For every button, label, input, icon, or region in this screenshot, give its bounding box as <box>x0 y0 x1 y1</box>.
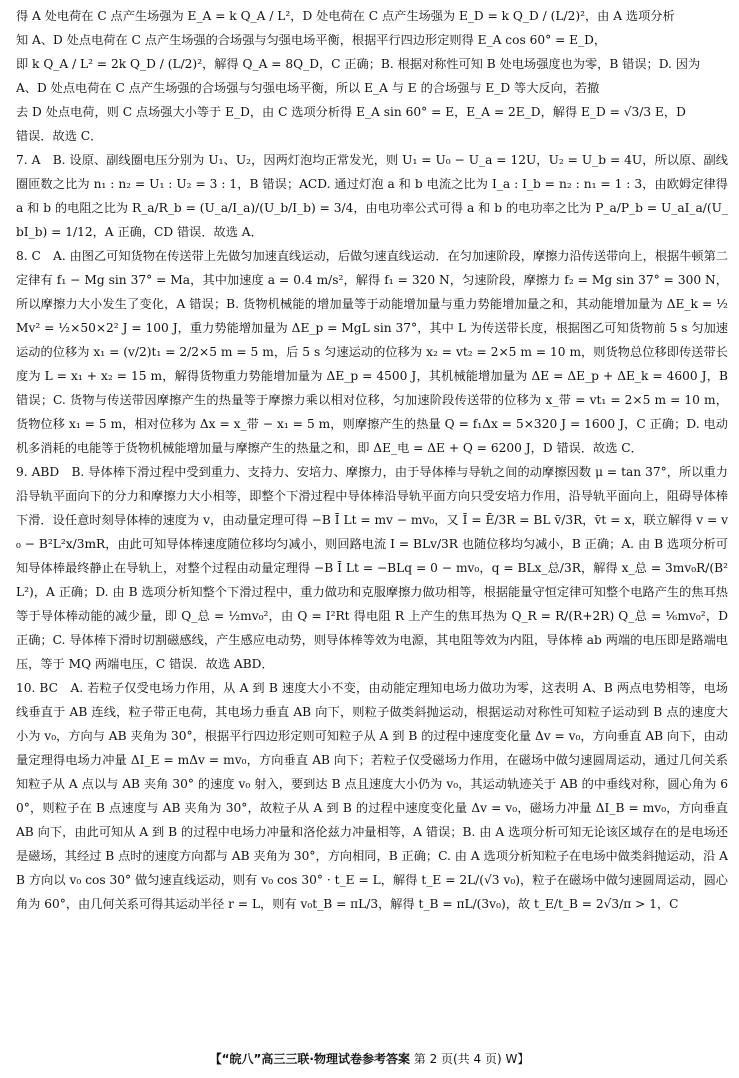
q6-line-5: 去 D 处点电荷，则 C 点场强大小等于 E_D，由 C 选项分析得 E_A sin 60° = E，E_A = 2E_D，解得 E_D = √3/3 E，D <box>16 105 686 119</box>
page-footer <box>0 1050 739 1067</box>
answer-page <box>16 4 728 916</box>
q6-line-3: 即 k Q_A / L² = 2k Q_D / (L/2)²，解得 Q_A = 8Q_D，C 正确；B. 根据对称性可知 B 处电场强度也为零，B 错误；D. 因为 <box>16 57 701 71</box>
q6-line-6: 错误．故选 C． <box>16 129 103 143</box>
question-8-answer: 8. C A. 由图乙可知货物在传送带上先做匀加速直线运动，后做匀速直线运动．在匀加速阶段，摩擦力沿传送带向上，根据牛顿第二定律有 f₁ − Mg sin 37° = Ma，其中加速度 a = 0.4 m/s²，解得 f₁ = 320 N，匀速阶段，摩擦力 f₂ = Mg sin 37° = 300 N，所以摩擦力大小发生了变化，A 错误；B. 货物机械能的增加量等于动能增加量与重力势能增加量之和，其动能增加量为 ΔE_k = ½Mv² = ½×50×2² J = 100 J，重力势能增加量为 ΔE_p = MgL sin 37°，其中 L 为传送带长度，根据图乙可知货物前 5 s 匀加速运动的位移为 x₁ = (v/2)t₁ = 2/2×5 m = 5 m，后 5 s 匀速运动的位移为 x₂ = vt₂ = 2×5 m = 10 m，则货物总位移即传送带长度为 L = x₁ + x₂ = 15 m，解得货物重力势能增加量为 ΔE_p = 4500 J，其机械能增加量为 ΔE = ΔE_p + ΔE_k = 4600 J，B 错误；C. 货物与传送带因摩擦产生的热量等于摩擦力乘以相对位移，匀加速阶段传送带的位移为 x_带 = vt₁ = 2×5 m = 10 m，货物位移 x₁ = 5 m，相对位移为 Δx = x_带 − x₁ = 5 m，则摩擦产生的热量 Q = f₁Δx = 5×320 J = 1600 J，C 正确；D. 电动机多消耗的电能等于货物机械能增加量与摩擦产生的热量之和，即 ΔE_电 = ΔE + Q = 6200 J，D 错误．故选 C． <box>16 249 728 455</box>
footer-brand: 【“皖八”高三三联·物理试卷参考答案 <box>209 1052 410 1066</box>
footer-page-number: 第 2 页(共 4 页) <box>413 1052 502 1066</box>
question-6-tail <box>16 4 728 148</box>
q6-line-2: 知 A、D 处点电荷在 C 点产生场强的合场强与匀强电场平衡，根据平行四边形定则得 E_A cos 60° = E_D， <box>16 33 607 47</box>
q6-line-1: 得 A 处电荷在 C 点产生场强为 E_A = k Q_A / L²，D 处电荷在 C 点产生场强为 E_D = k Q_D / (L/2)²，由 A 选项分析 <box>16 9 675 23</box>
question-9-answer: 9. ABD B. 导体棒下滑过程中受到重力、支持力、安培力、摩擦力，由于导体棒与导轨之间的动摩擦因数 μ = tan 37°，所以重力沿导轨平面向下的分力和摩擦力大小相等，即整个下滑过程中导体棒沿导轨平面方向只受安培力作用，沿导轨平面向上，阻碍导体棒下滑．设任意时刻导体棒的速度为 v，由动量定理可得 −B Ī Lt = mv − mv₀，又 Ī = Ē/3R = BL v̄/3R，v̄t = x，联立解得 v = v₀ − B²L²x/3mR，由此可知导体棒速度随位移均匀减小，则回路电流 I = BLv/3R 也随位移均匀减小，B 正确；A. 由 B 选项分析可知导体棒最终静止在导轨上，对整个过程由动量定理得 −B Ī Lt = −BLq = 0 − mv₀，q = BLx_总/3R，解得 x_总 = 3mv₀R/(B²L²)，A 正确；D. 由 B 选项分析知整个下滑过程中，重力做功和克服摩擦力做功相等，根据能量守恒定律可知整个电路产生的焦耳热等于导体棒动能的减少量，即 Q_总 = ½mv₀²，由 Q = I²Rt 得电阻 R 上产生的焦耳热为 Q_R = R/(R+2R) Q_总 = ⅙mv₀²，D 正确；C. 导体棒下滑时切割磁感线，产生感应电动势，则导体棒等效为电源，其电阻等效为内阻，导体棒 ab 两端的电压即是路端电压，等于 MQ 两端电压，C 错误．故选 ABD． <box>16 465 728 671</box>
question-10-answer: 10. BC A. 若粒子仅受电场力作用，从 A 到 B 速度大小不变，由动能定理知电场力做功为零，这表明 A、B 两点电势相等，电场线垂直于 AB 连线，粒子带正电荷，其电场力垂直 AB 向下，则粒子做类斜抛运动，根据运动对称性可知粒子运动到 B 点的速度大小为 v₀，方向与 AB 夹角为 30°，根据平行四边形定则可知粒子从 A 到 B 的过程中速度变化量 Δv = v₀，方向垂直 AB 向下，由动量定理得电场力冲量 ΔI_E = mΔv = mv₀，方向垂直 AB 向下；若粒子仅受磁场力作用，在磁场中做匀速圆周运动，通过几何关系知粒子从 A 点以与 AB 夹角 30° 的速度 v₀ 射入，要到达 B 点且速度大小仍为 v₀，其运动轨迹关于 AB 的中垂线对称，圆心角为 60°，则粒子在 B 点速度与 AB 夹角为 30°，故粒子从 A 到 B 的过程中速度变化量 Δv = v₀，磁场力冲量 ΔI_B = mv₀，方向垂直 AB 向下，由此可知从 A 到 B 的过程中电场力冲量和洛伦兹力冲量相等，A 错误；B. 由 A 选项分析可知无论该区域存在的是电场还是磁场，其经过 B 点时的速度方向都与 AB 夹角为 30°，方向相同，B 正确；C. 由 A 选项分析知粒子在电场中做类斜抛运动，沿 AB 方向以 v₀ cos 30° 做匀速直线运动，则有 v₀ cos 30° · t_E = L，解得 t_E = 2L/(√3 v₀)，粒子在磁场中做匀速圆周运动，圆心角为 60°，由几何关系可得其运动半径 r = L，则有 v₀t_B = πL/3，解得 t_B = πL/(3v₀)，故 t_E/t_B = 2√3/π > 1，C <box>16 681 728 911</box>
footer-code: W】 <box>505 1052 530 1066</box>
q6-line-4: A、D 处点电荷在 C 点产生场强的合场强与匀强电场平衡，所以 E_A 与 E 的合场强与 E_D 等大反向，若撤 <box>16 81 600 95</box>
question-7-answer: 7. A B. 设原、副线圈电压分别为 U₁、U₂，因两灯泡均正常发光，则 U₁ = U₀ − U_a = 12U，U₂ = U_b = 4U，所以原、副线圈匝数之比为 n₁ : n₂ = U₁ : U₂ = 3 : 1，B 错误；ACD. 通过灯泡 a 和 b 电流之比为 I_a : I_b = n₂ : n₁ = 1 : 3，由欧姆定律得 a 和 b 的电阻之比为 R_a/R_b = (U_a/I_a)/(U_b/I_b) = 3/4，由电功率公式可得 a 和 b 的电功率之比为 P_a/P_b = U_aI_a/(U_bI_b) = 1/12，A 正确，CD 错误．故选 A． <box>16 153 728 239</box>
